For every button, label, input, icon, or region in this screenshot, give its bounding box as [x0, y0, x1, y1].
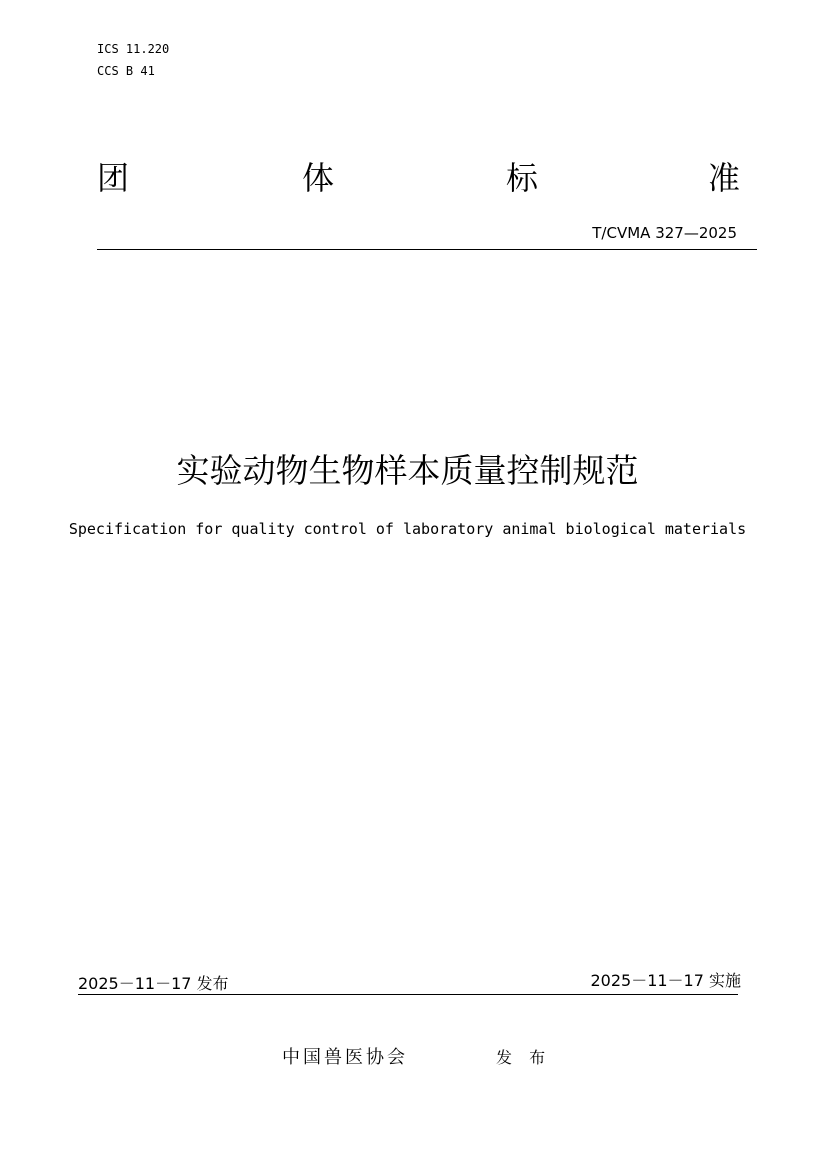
- bottom-divider: [78, 994, 738, 995]
- ics-code: ICS 11.220: [97, 42, 170, 56]
- title-english: Specification for quality control of laboratory animal biological materials: [68, 520, 747, 538]
- title-chinese: 实验动物生物样本质量控制规范: [176, 451, 639, 490]
- top-divider: [97, 249, 757, 250]
- standard-number: T/CVMA 327—2025: [592, 224, 737, 242]
- publish-date: 2025－11－17 发布: [78, 974, 229, 993]
- ccs-code: CCS B 41: [97, 64, 155, 78]
- standard-type-char-3: 标: [506, 159, 539, 197]
- standard-type-char-2: 体: [302, 159, 335, 197]
- standard-type-char-4: 准: [708, 159, 741, 197]
- standard-type-char-1: 团: [97, 159, 130, 197]
- issuing-organization: 中国兽医协会: [282, 1047, 408, 1068]
- issued-label: 发 布: [496, 1048, 552, 1067]
- implement-date: 2025－11－17 实施: [590, 971, 741, 990]
